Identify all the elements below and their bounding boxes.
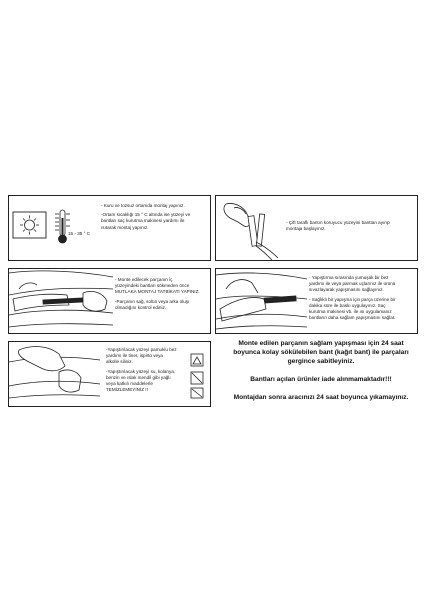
instruction-panel-5: [8, 341, 211, 407]
panel-3-line-2: -Parçanın sağ, solün veya arka oluşı olmadığını kontrol ediniz.: [115, 298, 190, 310]
warning-icons: [186, 352, 208, 400]
panel-2-text: [286, 220, 418, 235]
info-return-policy: Bantları açılan ürünler iade alınmamaktadır!!!: [250, 376, 392, 383]
panel-4-line-1: - Yapıştırma sırasında yumuşak bir bez yardımı ile veya parmak uçlarınız ile ürünü sıvazlayarak yapışmasını sağlayınız.: [309, 275, 396, 293]
instruction-panel-3: [8, 268, 211, 334]
panel-5-line-1: -Yapıştırılacak yüzeyi pamuklu bez yardımı ile tiner, ispirto veya alkolle siliniz.: [106, 347, 177, 365]
panel-5-text: [106, 347, 184, 396]
temperature-range-label: 15 - 35 ° C: [68, 231, 91, 236]
mounting-rehearsal-illustration: [9, 269, 114, 333]
press-part-illustration: [216, 269, 308, 333]
sun-icon: [20, 216, 39, 235]
info-fixing-note: Monte edilen parçanın sağlam yapışması için 24 saat boyunca kolay sökülebilen bant (kağıt bant) ile parçaları gergince sabitleyiniz.: [233, 340, 409, 365]
instruction-panel-4: [215, 268, 418, 334]
panel-3-line-1: - Monte edilecek parçanın iç yüzeyindeki bantları sökmeden önce MUTLAKA MONTAJ TATBİKATI YAPINIZ.: [115, 277, 200, 295]
panel-1-line-2: -Ortam sıcaklığı 15 ° C altında ise yüzeyi ve bantları saç kurutma makinesi yardımı ile ısıtarak montaj yapınız.: [101, 212, 191, 230]
panel-4-text: [309, 275, 418, 324]
panel-1-line-1: - Kuru ve tozsuz ortamda montaj yapınız.: [101, 203, 185, 208]
info-wash-warning: Montajdan sonra aracınızı 24 saat boyunca yıkamayınız.: [233, 394, 409, 401]
panel-2-line-1: - Çift taraflı bantın koruyucu yüzeyini banttan ayırıp montaja başlayınız.: [286, 220, 390, 232]
panel-3-text: [115, 277, 211, 314]
instruction-panel-1: [8, 195, 211, 261]
instruction-panel-2: [215, 195, 418, 261]
thermometer-icon: [55, 210, 70, 243]
info-notes: [226, 339, 416, 411]
panel-4-line-2: - Sağlıklı bir yapışma için parça üzerine bir dakika süre ile baskı uygulayınız. Saç kurutma makinesi vb. ile ısı uygulamanız bantların daha sağlam yapışmasını sağlar.: [309, 296, 396, 321]
peel-tape-illustration: [216, 196, 286, 260]
panel-5-line-2: -Yapıştırılacak yüzeyi su, kolanya, benzin ve ıslak mendil gibi yağlı veya katkılı maddelerle TEMİZLEMEYİNİZ !!: [106, 368, 176, 393]
panel-1-text: [101, 203, 211, 234]
sun-thermometer-illustration: [9, 196, 104, 260]
clean-surface-illustration: [9, 342, 101, 406]
